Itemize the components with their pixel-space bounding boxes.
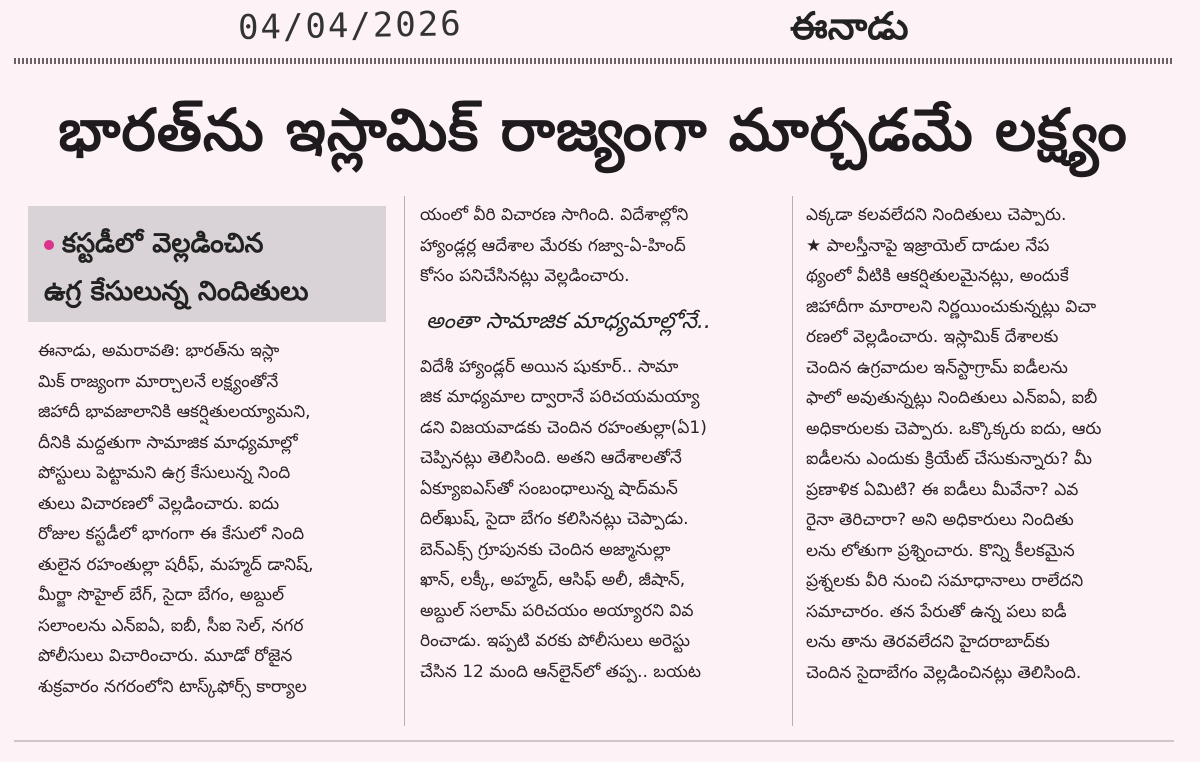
article-line: లను లోతుగా ప్రశ్నించారు. కొన్ని కీలకమైన	[806, 540, 1075, 561]
article-line: బెన్ఎక్స్ గ్రూపునకు చెందిన అజ్మానుల్లా	[420, 539, 671, 560]
article-line: ప్రశ్నలకు వీరి నుంచి సమాధానాలు రాలేదని	[806, 571, 1084, 591]
article-line: సలాంలను ఎన్ఐఏ, ఐబీ, సీఐ సెల్, నగర	[38, 615, 304, 636]
date-stamp: 04/04/2026	[237, 4, 464, 48]
article-line: అబ్దుల్ సలామ్ పరిచయం అయ్యారని వివ	[420, 600, 694, 621]
article-line: థ్యంలో వీటికి ఆకర్షితులమైనట్లు, అందుకే	[806, 266, 1069, 286]
article-headline: భారత్‌ను ఇస్లామిక్ రాజ్యంగా మార్చడమే లక్ష్యం	[58, 96, 1128, 164]
article-line: ఏక్యూఐఎస్‌తో సంబంధాలున్న షాద్‌మన్	[420, 478, 678, 499]
article-line: చెందిన ఉగ్రవాదుల ఇన్‌స్టాగ్రామ్ ఐడీలను	[806, 357, 1068, 378]
article-line: దిల్‌ఖుష్, సైదా బేగం కలిసినట్లు చెప్పాడు.	[420, 509, 689, 529]
column-2-intro	[420, 200, 780, 292]
article-column-1	[38, 336, 388, 702]
bottom-divider	[14, 740, 1174, 742]
article-line: రోజుల కస్టడీలో భాగంగా ఈ కేసులో నింది	[38, 524, 305, 544]
article-line: యంలో వీరి విచారణ సాగింది. విదేశాల్లోని	[420, 205, 689, 225]
article-line: జిక మాధ్యమాల ద్వారానే పరిచయమయ్యా	[420, 387, 700, 407]
article-column-2	[420, 200, 780, 687]
column-2-body	[420, 352, 780, 688]
section-heading: అంతా సామాజిక మాధ్యమాల్లోనే..	[426, 308, 711, 334]
article-line: డని విజయవాడకు చెందిన రహంతుల్లా(ఏ1)	[420, 417, 707, 438]
column-divider-2	[792, 196, 793, 726]
article-line: జిహాదీగా మారాలని నిర్ణయించుకున్నట్లు విచా	[806, 296, 1097, 317]
article-line: తులు విచారణలో వెల్లడించారు. ఐదు	[38, 493, 280, 514]
bullet-dot-icon	[44, 240, 54, 250]
article-line: ఖాన్, లక్కీ, అహ్మద్, ఆసిఫ్ అలీ, జీషాన్,	[420, 570, 686, 590]
article-line: లను తాను తెరవలేదని హైదరాబాద్‌కు	[806, 632, 1050, 652]
article-line: చేసిన 12 మంది ఆన్‌లైన్‌లో తప్ప.. బయట	[420, 661, 702, 682]
article-line: దీనికి మద్దతుగా సామాజిక మాధ్యమాల్లో	[38, 432, 298, 453]
article-line: విదేశీ హ్యాండ్లర్ అయిన షుకూర్.. సామా	[420, 356, 679, 377]
article-line: కోసం పనిచేసినట్లు వెల్లడించారు.	[420, 266, 630, 286]
article-line: ఎక్కడా కలవలేదని నిందితులు చెప్పారు.	[806, 205, 1067, 225]
subheading-text-1: కస్టడీలో వెల్లడించిన	[62, 228, 264, 259]
newspaper-masthead: ఈనాడు	[790, 4, 909, 48]
article-line: శుక్రవారం నగరంలోని టాస్క్‌ఫోర్స్ కార్యాల	[38, 676, 307, 697]
article-column-3	[806, 200, 1166, 688]
article-line: రించాడు. ఇప్పటి వరకు పోలీసులు అరెస్టు	[420, 631, 690, 651]
subheading-line-1	[44, 220, 372, 268]
article-line: రైనా తెరిచారా? అని అధికారులు నిందితు	[806, 510, 1074, 530]
article-line: ఈనాడు, అమరావతి: భారత్‌ను ఇస్లా	[38, 341, 280, 361]
article-line: చెప్పినట్లు తెలిసింది. అతని ఆదేశాలతోనే	[420, 448, 682, 468]
article-line: మీర్జా సొహైల్ బేగ్, సైదా బేగం, అబ్దుల్	[38, 585, 285, 605]
top-divider	[14, 58, 1174, 64]
subheading-box	[28, 206, 386, 322]
article-line: పోలీసులు విచారించారు. మూడో రోజైన	[38, 646, 293, 666]
article-line: చెందిన సైదాబేగం వెల్లడించినట్లు తెలిసింది.	[806, 662, 1082, 683]
subheading-line-2: ఉగ్ర కేసులున్న నిందితులు	[44, 276, 309, 307]
article-line: ఐడీలను ఎందుకు క్రియేట్ చేసుకున్నారు? మీ	[806, 449, 1092, 469]
article-line: ప్రణాళిక ఏమిటి? ఈ ఐడీలు మీవేనా? ఎవ	[806, 479, 1079, 500]
article-line: మిక్ రాజ్యంగా మార్చాలనే లక్ష్యంతోనే	[38, 371, 279, 392]
article-line: రణలో వెల్లడించారు. ఇస్లామిక్ దేశాలకు	[806, 327, 1059, 347]
article-line: ★ పాలస్తీనాపై ఇజ్రాయెల్ దాడుల నేప	[806, 235, 1050, 256]
article-line: అధికారులకు చెప్పారు. ఒక్కొక్కరు ఐదు, ఆరు	[806, 418, 1102, 439]
article-line: హ్యాండ్లర్ల ఆదేశాల మేరకు గజ్వా-ఏ-హింద్	[420, 235, 686, 256]
article-line: తులైన రహంతుల్లా షరీఫ్, మహ్మద్ డానిష్,	[38, 554, 314, 575]
article-line: జిహాదీ భావజాలానికి ఆకర్షితులయ్యామని,	[38, 402, 311, 422]
article-line: ఫాలో అవుతున్నట్లు నిందితులు ఎన్ఐఏ, ఐబీ	[806, 388, 1098, 408]
article-line: పోస్టులు పెట్టామని ఉగ్ర కేసులున్న నింది	[38, 463, 291, 483]
column-divider-1	[404, 196, 405, 726]
article-line: సమాచారం. తన పేరుతో ఉన్న పలు ఐడీ	[806, 601, 1067, 622]
